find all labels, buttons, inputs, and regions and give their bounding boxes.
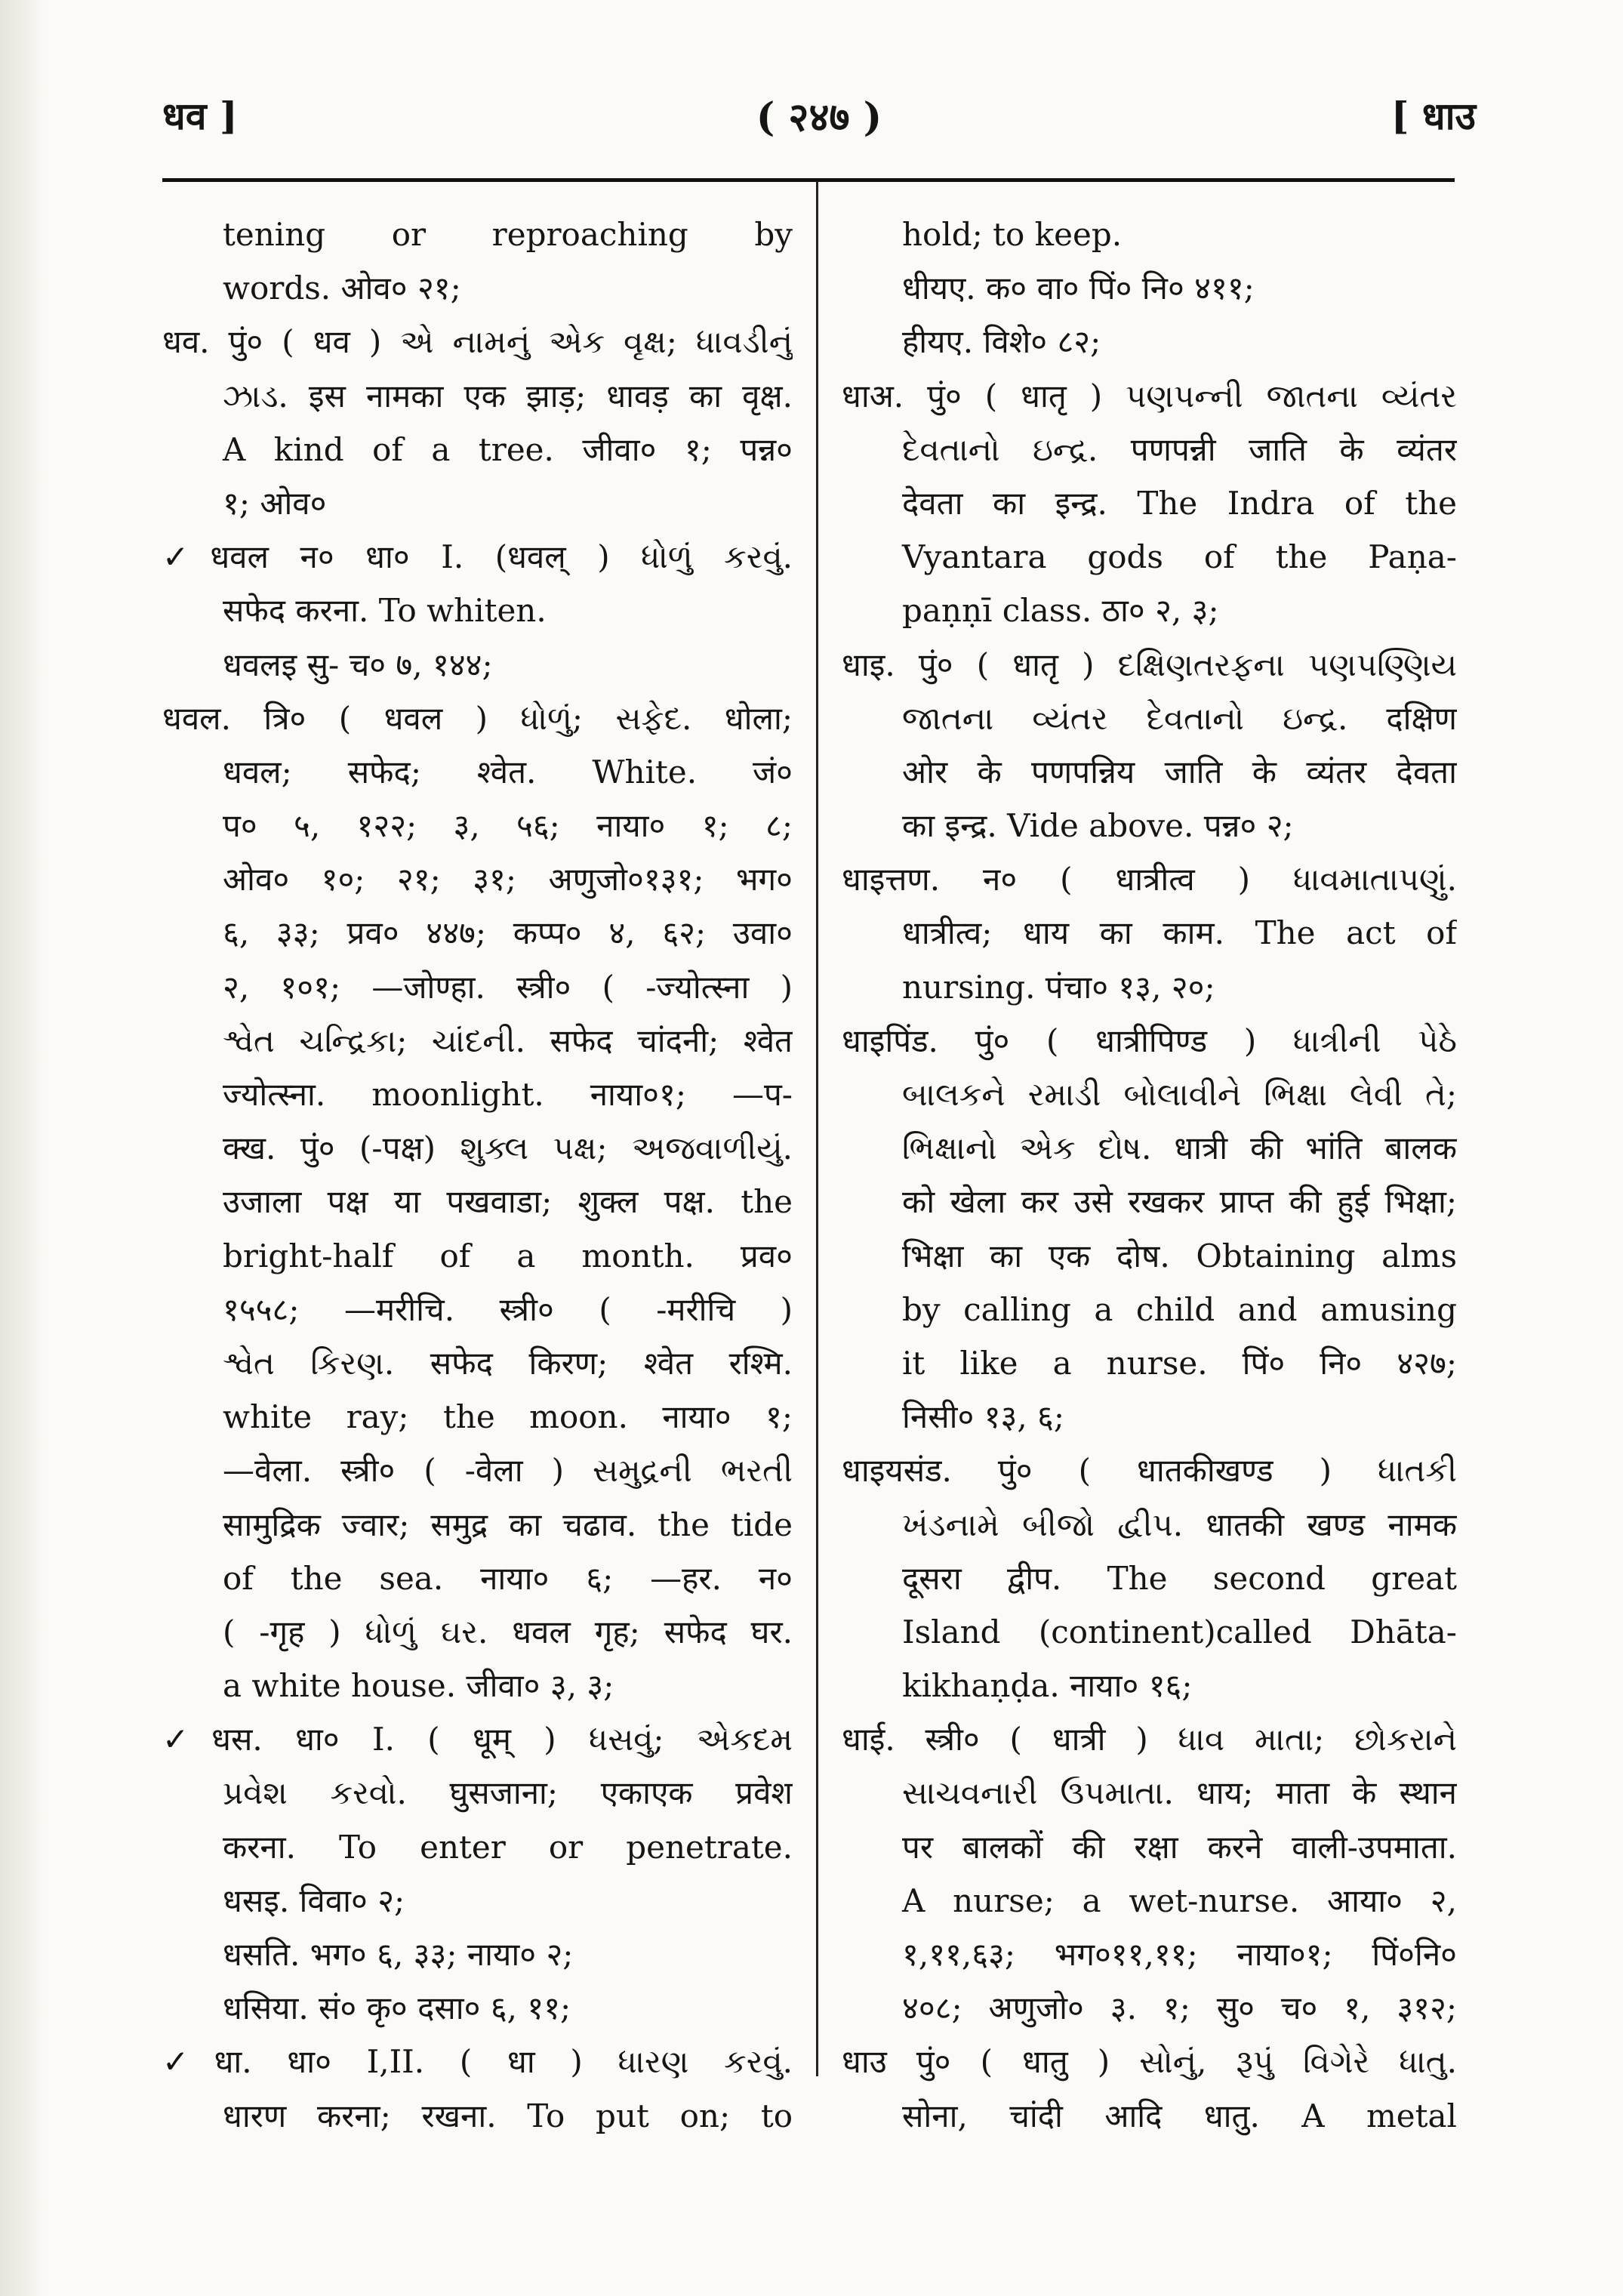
entry-line: करना. To enter or penetrate. [223,1828,793,1866]
header-left-guideword: धव ] [162,94,238,138]
entry-line: धवल; सफेद; श्वेत. White. जं० [223,753,793,791]
entry-headword-line: ✓धस. धा० I. ( धूम् ) ધસવું; એકદમ [162,1721,793,1758]
entry-line: શ્વેત કિરણ. सफेद किरण; श्वेत रश्मि. [223,1344,793,1382]
entry-line: प० ५, १२२; ३, ५६; नाया० १; ८; [223,807,793,845]
entry-line: धीयए. क० वा० पिं० नि० ४११; [902,270,1255,307]
entry-line: a white house. जीवा० ३, ३; [223,1667,614,1705]
entry-line: A nurse; a wet-nurse. आया० २, [902,1881,1457,1919]
right-column [842,208,1457,2143]
entry-headword-line: ✓धवल न० धा० I. (धवल् ) ધોળું કરવું. [162,538,793,576]
entry-line: દેવતાનો ઇન્દ્ર. पणपन्नी जाति के व्यंतर [902,430,1457,468]
entry-line: nursing. पंचा० १३, २०; [902,968,1215,1006]
scan-edge [0,0,44,2296]
entry-line: भिक्षा का एक दोष. Obtaining alms [902,1237,1457,1274]
entry-line: words. ओव० २१; [223,270,461,307]
entry-headword-line: धव. पुं० ( धव ) એ નામનું એક વૃક્ષ; ધાવડીનું [162,323,793,361]
entry-line: ४०८; अणुजो० ३. १; सु० च० १, ३१२; [902,1989,1457,2027]
entry-line: निसी० १३, ६; [902,1398,1065,1436]
entry-headword-line: ✓धा. धा० I,II. ( धा ) ધારણ કરવું. [162,2043,793,2081]
entry-line: શ્વેત ચન્દ્રિકા; ચાંદની. सफेद चांदनी; श्वेत [223,1022,793,1059]
entry-line: બાલકને રમાડી બોલાવીને ભિક્ષા લેવી તે; [902,1076,1457,1113]
entry-line: उजाला पक्ष या पखवाडा; शुक्ल पक्ष. the [223,1183,793,1221]
entry-line: धारण करना; रखना. To put on; to [223,2097,793,2134]
entry-line: १; ओव० [223,484,327,522]
entry-line: पर बालकों की रक्षा करने वाली-उपमाता. [902,1828,1457,1866]
entry-line: ભિક્ષાનો એક દોષ. धात्री की भांति बालक [902,1130,1457,1167]
entry-headword-line: धाइत्तण. न० ( धात्रीत्व ) ધાવમાતાપણું. [842,861,1457,898]
entry-line: paṇṇī class. ठा० २, ३; [902,592,1219,630]
entry-line: hold; to keep. [902,216,1123,253]
entry-line: of the sea. नाया० ६; —हर. न० [223,1559,793,1597]
entry-line: kikhaṇḍa. नाया० १६; [902,1667,1193,1705]
entry-line: धवलइ सु- च० ७, १४४; [223,646,493,683]
entry-line: दूसरा द्वीप. The second great [902,1559,1457,1597]
entry-line: ओर के पणपन्निय जाति के व्यंतर देवता [902,753,1457,791]
entry-headword-line: धाअ. पुं० ( धातृ ) પણપન્ની જાતના વ્યંતર [842,377,1457,415]
entry-line: धसइ. विवा० २; [223,1881,405,1919]
entry-line: ઝાડ. इस नामका एक झाड़; धावड़ का वृक्ष. [223,377,793,415]
page-header [162,83,1476,143]
entry-line: देवता का इन्द्र. The Indra of the [902,484,1457,522]
entry-line: ज्योत्स्ना. moonlight. नाया०१; —प- [223,1076,793,1113]
entry-line: જાતના વ્યંતર દેવતાનો ઇન્દ્ર. दक्षिण [902,699,1457,737]
entry-headword-line: धाइ. पुं० ( धातृ ) દક્ષિણતરફના પણપણ્ણિય [842,646,1457,683]
entry-line: धात्रीत्व; धाय का काम. The act of [902,914,1457,952]
entry-line: सोना, चांदी आदि धातु. A metal [902,2097,1457,2134]
entry-line: A kind of a tree. जीवा० १; पन्न० [223,430,793,468]
entry-line: धसति. भग० ६, ३३; नाया० २; [223,1936,574,1973]
header-right-guideword: [ धाउ [1390,94,1476,138]
entry-line: हीयए. विशे० ८२; [902,323,1101,361]
entry-headword-line: धाइपिंड. पुं० ( धात्रीपिण्ड ) ધાત્રીની પેઠે [842,1022,1457,1059]
entry-line: સાચવનારી ઉપમાતા. धाय; माता के स्थान [902,1774,1457,1812]
left-column [162,208,793,2143]
entry-line: ओव० १०; २१; ३१; अणुजो०१३१; भग० [223,861,793,898]
entry-line: Vyantara gods of the Paṇa- [902,538,1457,576]
entry-line: का इन्द्र. Vide above. पन्न० २; [902,807,1294,845]
entry-line: Island (continent)called Dhāta- [902,1613,1457,1650]
entry-line: ६, ३३; प्रव० ४४७; कप्प० ४, ६२; उवा० [223,914,793,952]
entry-line: सामुद्रिक ज्वार; समुद्र का चढाव. the tide [223,1505,793,1543]
entry-line: પ્રવેશ કરવો. घुसजाना; एकाएक प्रवेश [223,1774,793,1812]
entry-line: क्ख. पुं० (-पक्ष) શુક્લ પક્ષ; અજવાળીયું. [223,1130,793,1167]
entry-line: —वेला. स्त्री० ( -वेला ) સમુદ્રની ભરતી [223,1452,793,1490]
entry-headword-line: धाउ पुं० ( धातु ) સોનું, રૂપું વિગેરે ધાતુ. [842,2043,1457,2081]
column-separator [816,181,818,2076]
entry-line: धसिया. सं० कृ० दसा० ६, ११; [223,1989,571,2027]
entry-line: white ray; the moon. नाया० १; [223,1398,793,1436]
entry-line: २, १०१; —जोण्हा. स्त्री० ( -ज्योत्स्ना ) [223,968,793,1006]
entry-line: it like a nurse. पिं० नि० ४२७; [902,1344,1457,1382]
entry-line: ખંડનામે બીજો દ્વીપ. धातकी खण्ड नामक [902,1505,1457,1543]
entry-headword-line: धाई. स्त्री० ( धात्री ) ધાવ માતા; છોકરાને [842,1721,1457,1758]
entry-line: ( -गृह ) ધોળું ઘર. धवल गृह; सफेद घर. [223,1613,793,1650]
entry-line: को खेला कर उसे रखकर प्राप्त की हुई भिक्षा; [902,1183,1457,1221]
entry-line: bright-half of a month. प्रव० [223,1237,793,1274]
page-number: ( २४७ ) [756,94,882,140]
header-rule [162,178,1455,182]
entry-headword-line: धाइयसंड. पुं० ( धातकीखण्ड ) ધાતકી [842,1452,1457,1490]
entry-line: by calling a child and amusing [902,1290,1457,1328]
entry-line: १,११,६३; भग०११,११; नाया०१; पिं०नि० [902,1936,1457,1973]
entry-line: १५५८; —मरीचि. स्त्री० ( -मरीचि ) [223,1290,793,1328]
entry-headword-line: धवल. त्रि० ( धवल ) ધોળું; સફેદ. धोला; [162,699,793,737]
entry-line: सफेद करना. To whiten. [223,592,547,630]
entry-line: tening or reproaching by [223,216,793,253]
